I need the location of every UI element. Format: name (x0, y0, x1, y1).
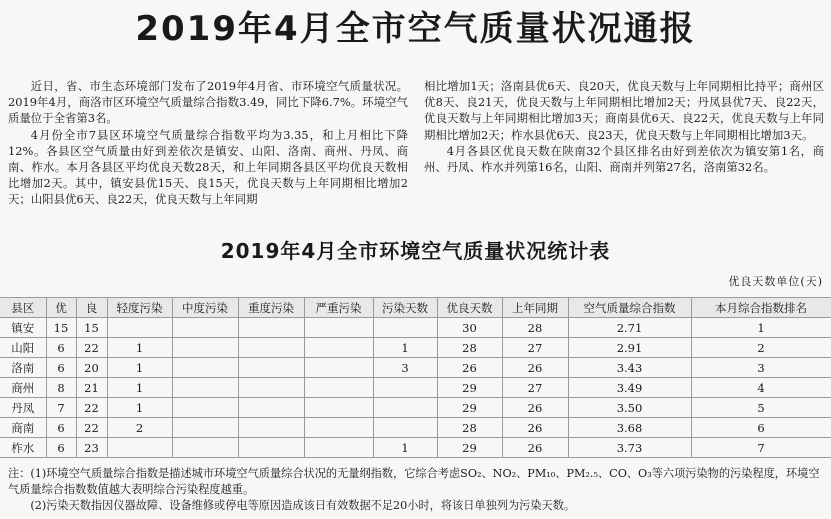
table-cell: 27 (502, 378, 568, 398)
paragraph-2-continued: 相比增加1天；洛南县优6天、良20天，优良天数与上年同期相比持平；商州区优8天、良21天，优良天数与上年同期相比增加2天；丹凤县优7天、良22天，优良天数与上年同期相比增加3天；商南县优6天、良22天，优良天数与上年同期相比增加2天；柞水县优6天、良23天，优良天数与上年同期相比增加3天。 (424, 79, 824, 142)
table-cell: 3.43 (568, 358, 691, 378)
table-cell (304, 378, 373, 398)
table-cell (107, 318, 172, 338)
table-cell: 2 (107, 418, 172, 438)
footnote-1: 注：(1)环境空气质量综合指数是描述城市环境空气质量综合状况的无量纲指数，它综合考虑SO₂、NO₂、PM₁₀、PM₂.₅、CO、O₃等六项污染物的污染程度，环境空气质量综合指数数值越大表明综合污染程度越重。 (8, 467, 820, 496)
column-header: 优良天数 (437, 298, 502, 318)
table-cell: 3.50 (568, 398, 691, 418)
table-cell: 5 (691, 398, 831, 418)
column-header: 良 (76, 298, 107, 318)
paragraph-1: 近日，省、市生态环境部门发布了2019年4月省、市环境空气质量状况。2019年4月，商洛市区环境空气质量综合指数3.49，同比下降6.7%。环境空气质量位于全省第3名。 (8, 79, 408, 126)
table-cell: 3 (373, 358, 437, 378)
table-cell: 26 (502, 398, 568, 418)
table-cell (304, 318, 373, 338)
table-cell: 6 (46, 418, 76, 438)
column-header: 污染天数 (373, 298, 437, 318)
table-cell: 29 (437, 398, 502, 418)
table-cell (373, 418, 437, 438)
table-cell (373, 398, 437, 418)
table-cell: 28 (502, 318, 568, 338)
table-cell: 28 (437, 418, 502, 438)
table-cell: 3.49 (568, 378, 691, 398)
table-cell: 29 (437, 378, 502, 398)
table-cell: 4 (691, 378, 831, 398)
table-cell: 7 (691, 438, 831, 458)
county-name-cell: 商州 (0, 378, 46, 398)
table-cell (172, 358, 238, 378)
table-cell: 26 (502, 418, 568, 438)
table-cell (238, 398, 304, 418)
table-header-row (0, 298, 831, 318)
table-cell: 23 (76, 438, 107, 458)
table-cell: 22 (76, 398, 107, 418)
table-cell (304, 418, 373, 438)
table-cell: 3 (691, 358, 831, 378)
column-header: 中度污染 (172, 298, 238, 318)
column-header: 上年同期 (502, 298, 568, 318)
table-row (0, 378, 831, 398)
table-row (0, 398, 831, 418)
table-cell (172, 418, 238, 438)
table-cell: 20 (76, 358, 107, 378)
table-row (0, 318, 831, 338)
county-name-cell: 商南 (0, 418, 46, 438)
table-cell: 29 (437, 438, 502, 458)
footnotes (8, 466, 824, 514)
table-cell: 8 (46, 378, 76, 398)
county-name-cell: 柞水 (0, 438, 46, 458)
table-cell (373, 378, 437, 398)
table-cell (238, 378, 304, 398)
table-cell (172, 398, 238, 418)
table-cell (238, 318, 304, 338)
county-name-cell: 洛南 (0, 358, 46, 378)
table-cell: 1 (373, 438, 437, 458)
table-cell (107, 438, 172, 458)
county-name-cell: 山阳 (0, 338, 46, 358)
table-cell: 2 (691, 338, 831, 358)
report-title: 2019年4月全市空气质量状况通报 (135, 9, 696, 49)
column-header: 优 (46, 298, 76, 318)
table-cell: 28 (437, 338, 502, 358)
table-cell (172, 318, 238, 338)
table-unit-note: 优良天数单位(天) (728, 275, 823, 288)
table-cell: 30 (437, 318, 502, 338)
table-cell: 6 (46, 438, 76, 458)
table-cell: 26 (437, 358, 502, 378)
column-header: 空气质量综合指数 (568, 298, 691, 318)
table-cell: 7 (46, 398, 76, 418)
table-title: 2019年4月全市环境空气质量状况统计表 (220, 239, 611, 263)
table-row (0, 358, 831, 378)
table-cell: 22 (76, 418, 107, 438)
table-row (0, 338, 831, 358)
table-cell: 1 (107, 398, 172, 418)
table-cell: 6 (691, 418, 831, 438)
table-cell: 2.71 (568, 318, 691, 338)
article-column-left (8, 78, 408, 208)
table-cell (172, 438, 238, 458)
footnote-2: (2)污染天数指因仪器故障、设备维修或停电等原因造成该日有效数据不足20小时，将该日单独列为污染天数。 (30, 499, 576, 512)
county-name-cell: 丹凤 (0, 398, 46, 418)
paragraph-2: 4月份全市7县区环境空气质量综合指数平均为3.35，和上月相比下降12%。各县区空气质量由好到差依次是镇安、山阳、洛南、商州、丹凤、商南、柞水。本月各县区平均优良天数28天，和上年同期各县区平均优良天数相比增加2天。其中，镇安县优15天、良15天，优良天数与上年同期相比增加2天；山阳县优6天、良22天，优良天数与上年同期 (8, 127, 408, 207)
table-cell: 21 (76, 378, 107, 398)
table-cell (304, 438, 373, 458)
table-cell: 22 (76, 338, 107, 358)
table-cell: 3.73 (568, 438, 691, 458)
table-cell: 1 (373, 338, 437, 358)
table-cell: 1 (107, 378, 172, 398)
table-cell (304, 398, 373, 418)
table-cell: 26 (502, 438, 568, 458)
table-cell (238, 338, 304, 358)
table-row (0, 418, 831, 438)
column-header: 重度污染 (238, 298, 304, 318)
table-cell (304, 338, 373, 358)
table-cell (172, 378, 238, 398)
table-cell: 15 (46, 318, 76, 338)
air-quality-table (0, 297, 831, 458)
table-cell: 6 (46, 358, 76, 378)
table-cell (238, 358, 304, 378)
table-cell: 1 (107, 358, 172, 378)
table-cell (238, 438, 304, 458)
table-cell: 2.91 (568, 338, 691, 358)
column-header: 轻度污染 (107, 298, 172, 318)
table-cell: 26 (502, 358, 568, 378)
column-header: 县区 (0, 298, 46, 318)
table-cell: 1 (107, 338, 172, 358)
table-cell: 15 (76, 318, 107, 338)
table-cell: 6 (46, 338, 76, 358)
table-row (0, 438, 831, 458)
table-cell (304, 358, 373, 378)
county-name-cell: 镇安 (0, 318, 46, 338)
column-header: 严重污染 (304, 298, 373, 318)
table-cell: 1 (691, 318, 831, 338)
table-cell: 3.68 (568, 418, 691, 438)
table-cell (238, 418, 304, 438)
paragraph-3: 4月各县区优良天数在陕南32个县区排名由好到差依次为镇安第1名，商州、丹凤、柞水并列第16名，山阳、商南并列第27名，洛南第32名。 (424, 143, 824, 175)
column-header: 本月综合指数排名 (691, 298, 831, 318)
table-cell (373, 318, 437, 338)
table-cell (172, 338, 238, 358)
article-column-right (424, 78, 824, 175)
table-cell: 27 (502, 338, 568, 358)
